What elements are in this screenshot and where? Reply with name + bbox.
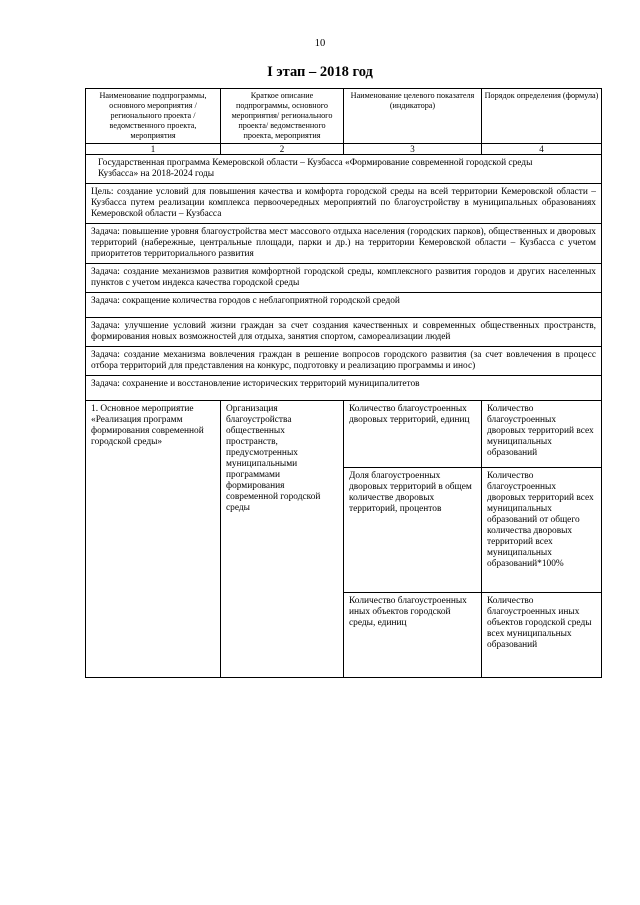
header-cell: Наименование целевого показателя (индикатора) — [344, 89, 482, 144]
header-cell: Наименование подпрограммы, основного мероприятия / регионального проекта / ведомственного проекта, мероприятия — [86, 89, 221, 144]
task-row — [86, 347, 602, 376]
task-row — [86, 318, 602, 347]
activity-name: 1. Основное мероприятие «Реализация программ формирования современной городской среды» — [86, 401, 221, 678]
task-text: Задача: улучшение условий жизни граждан за счет создания качественных и современных общественных пространств, формирования новых возможностей для отдыха, занятия спортом, самореализации людей — [86, 318, 602, 347]
page-number: 10 — [314, 38, 326, 49]
column-number: 4 — [482, 144, 602, 155]
program-name: Государственная программа Кемеровской области – Кузбасса «Формирование современной городской среды Кузбасса» на 2018-2024 годы — [86, 155, 602, 184]
indicator-formula: Количество благоустроенных дворовых территорий всех муниципальных образований — [482, 401, 602, 468]
indicator-name: Количество благоустроенных иных объектов городской среды, единиц — [344, 593, 482, 678]
header-cell: Порядок определения (формула) — [482, 89, 602, 144]
indicator-formula: Количество благоустроенных иных объектов городской среды всех муниципальных образований — [482, 593, 602, 678]
column-number-row — [86, 144, 602, 155]
program-table — [85, 88, 602, 678]
activity-description: Организация благоустройства общественных пространств, предусмотренных муниципальными программами формирования современной городской среды — [221, 401, 344, 678]
task-text: Задача: сохранение и восстановление исторических территорий муниципалитетов — [86, 376, 602, 401]
task-text: Задача: создание механизма вовлечения граждан в решение вопросов городского развития (за счет вовлечения в процесс отбора территорий для представления на конкурс, подготовку и реализацию программы и инос) — [86, 347, 602, 376]
task-row — [86, 293, 602, 318]
header-row — [86, 89, 602, 144]
goal-row — [86, 184, 602, 224]
column-number: 2 — [221, 144, 344, 155]
indicator-formula: Количество благоустроенных дворовых территорий всех муниципальных образований от общего количества дворовых территорий всех муниципальных образований*100% — [482, 468, 602, 593]
goal-text: Цель: создание условий для повышения качества и комфорта городской среды на всей территории Кемеровской области – Кузбасса путем реализации комплекса первоочередных мероприятий по благоустройству в муниципальных образованиях Кемеровской области – Кузбасса — [86, 184, 602, 224]
task-row — [86, 376, 602, 401]
indicator-name: Количество благоустроенных дворовых территорий, единиц — [344, 401, 482, 468]
header-cell: Краткое описание подпрограммы, основного мероприятия/ регионального проекта/ ведомственного проекта, мероприятия — [221, 89, 344, 144]
task-row — [86, 224, 602, 264]
activity-row — [86, 401, 602, 468]
task-row — [86, 264, 602, 293]
task-text: Задача: сокращение количества городов с неблагоприятной городской средой — [86, 293, 602, 318]
indicator-name: Доля благоустроенных дворовых территорий в общем количестве дворовых территорий, процентов — [344, 468, 482, 593]
program-row — [86, 155, 602, 184]
task-text: Задача: создание механизмов развития комфортной городской среды, комплексного развития городов и других населенных пунктов с учетом индекса качества городской среды — [86, 264, 602, 293]
stage-title: I этап – 2018 год — [267, 64, 373, 80]
task-text: Задача: повышение уровня благоустройства мест массового отдыха населения (городских парков), общественных и дворовых территорий (набережные, центральные площади, парки и др.) на территории Кемеровской области – Кузбасса с учетом приоритетов территориального развития — [86, 224, 602, 264]
column-number: 3 — [344, 144, 482, 155]
column-number: 1 — [86, 144, 221, 155]
